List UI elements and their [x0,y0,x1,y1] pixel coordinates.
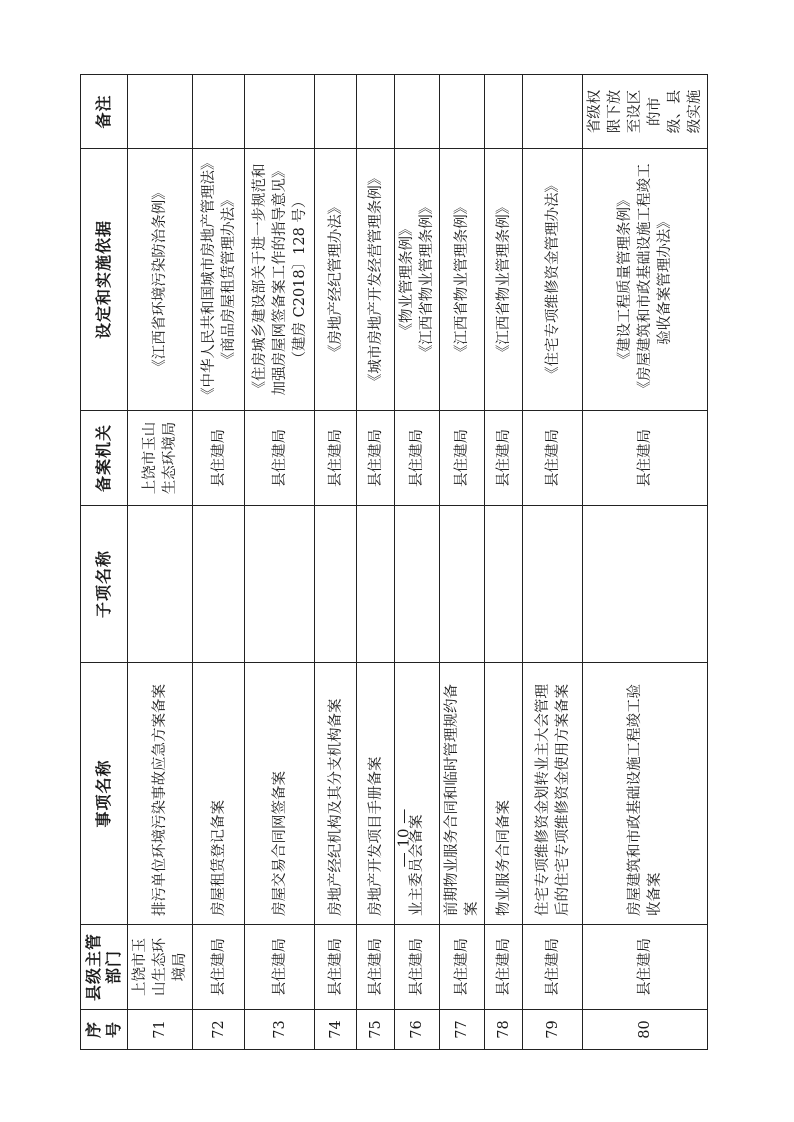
cell-no: 74 [315,1010,357,1050]
cell-basis [395,149,440,411]
cell-dept: 县住建局 [245,925,315,1010]
cell-org: 县住建局 [395,411,440,506]
cell-item: 业主委员会备案 [395,663,440,925]
table-row [315,75,357,1050]
cell-org: 县住建局 [440,411,485,506]
basis-line: 《城市房地产开发经营管理条例》 [367,170,384,389]
cell-note [128,75,193,149]
cell-org: 县住建局 [357,411,395,506]
cell-dept: 县住建局 [357,925,395,1010]
table-row [583,75,708,1050]
cell-sub [523,506,583,663]
basis-line: 《住房城乡建设部关于进一步规范和加强房屋网签备案工作的指导意见》（建房 C2018〕128 号） [251,163,308,396]
basis-line: 《江西省环境污染防治条例》 [152,185,168,374]
basis-line: 《江西省物业管理条例》 [495,199,512,360]
cell-dept: 县住建局 [395,925,440,1010]
cell-basis [357,149,395,411]
cell-basis [193,149,245,411]
cell-sub [128,506,193,663]
basis-line: 《商品房屋租赁管理办法》 [220,192,237,367]
header-basis: 设定和实施依据 [81,149,128,411]
header-sub: 子项名称 [81,506,128,663]
cell-item: 排污单位环境污染事故应急方案备案 [128,663,193,925]
header-note: 备注 [81,75,128,149]
rotated-table-frame [80,75,703,1050]
table-row [395,75,440,1050]
cell-basis [485,149,523,411]
cell-basis [315,149,357,411]
cell-no: 79 [523,1010,583,1050]
cell-sub [583,506,708,663]
cell-item: 房地产开发项目手册备案 [357,663,395,925]
header-org: 备案机关 [81,411,128,506]
cell-basis [523,149,583,411]
cell-sub [193,506,245,663]
cell-basis [245,149,315,411]
cell-sub [440,506,485,663]
cell-org: 县住建局 [193,411,245,506]
cell-note [485,75,523,149]
table-row [523,75,583,1050]
cell-sub [395,506,440,663]
cell-sub [357,506,395,663]
cell-item: 房屋建筑和市政基础设施工程竣工验收备案 [583,663,708,925]
header-dept: 县级主管部门 [81,925,128,1010]
cell-dept: 县住建局 [523,925,583,1010]
cell-note [395,75,440,149]
cell-sub [485,506,523,663]
cell-note [523,75,583,149]
table-row [128,75,193,1050]
cell-note [357,75,395,149]
cell-no: 75 [357,1010,395,1050]
header-item: 事项名称 [81,663,128,925]
cell-org: 县住建局 [315,411,357,506]
cell-sub [245,506,315,663]
filing-items-table [80,74,708,1050]
cell-dept: 县住建局 [440,925,485,1010]
cell-item: 物业服务合同备案 [485,663,523,925]
basis-line: 《江西省物业管理条例》 [454,199,470,360]
cell-org: 县住建局 [485,411,523,506]
cell-note [245,75,315,149]
cell-dept: 县住建局 [583,925,708,1010]
cell-org: 上饶市玉山生态环境局 [128,411,193,506]
cell-dept: 县住建局 [193,925,245,1010]
cell-no: 73 [245,1010,315,1050]
cell-note: 省级权限下放至设区的市级、县级实施 [583,75,708,149]
cell-no: 78 [485,1010,523,1050]
table-header-row [81,75,128,1050]
cell-item: 房地产经纪机构及其分支机构备案 [315,663,357,925]
cell-basis [128,149,193,411]
cell-org: 县住建局 [523,411,583,506]
basis-line: 《建设工程质量管理条例》 [617,192,633,367]
cell-item: 房屋租赁登记备案 [193,663,245,925]
cell-note [440,75,485,149]
table-row [357,75,395,1050]
table-row [193,75,245,1050]
basis-line: 《中华人民共和国城市房地产管理法》 [200,155,217,402]
cell-basis [583,149,708,411]
cell-no: 72 [193,1010,245,1050]
basis-line: 《房屋建筑和市政基础设施工程竣工验收备案管理办法》 [637,163,673,396]
header-no: 序号 [81,1010,128,1050]
table-row [245,75,315,1050]
table-row [440,75,485,1050]
cell-dept: 县住建局 [315,925,357,1010]
cell-item: 房屋交易合同网签备案 [245,663,315,925]
cell-dept: 县住建局 [485,925,523,1010]
table-row [485,75,523,1050]
basis-line: 《江西省物业管理条例》 [419,199,435,360]
cell-note [315,75,357,149]
cell-dept: 上饶市玉山生态环境局 [128,925,193,1010]
cell-item: 前期物业服务合同和临时管理规约备案 [440,663,485,925]
basis-line: 《住宅专项维修资金管理办法》 [544,178,561,381]
cell-basis [440,149,485,411]
cell-sub [315,506,357,663]
cell-note [193,75,245,149]
cell-org: 县住建局 [583,411,708,506]
cell-no: 80 [583,1010,708,1050]
cell-no: 77 [440,1010,485,1050]
basis-line: 《物业管理条例》 [399,221,415,338]
page-number: — 10 — [394,808,412,868]
basis-line: 《房地产经纪管理办法》 [327,199,344,360]
cell-no: 76 [395,1010,440,1050]
cell-item: 住宅专项维修资金划转业主大会管理后的住宅专项维修资金使用方案备案 [523,663,583,925]
cell-no: 71 [128,1010,193,1050]
cell-org: 县住建局 [245,411,315,506]
